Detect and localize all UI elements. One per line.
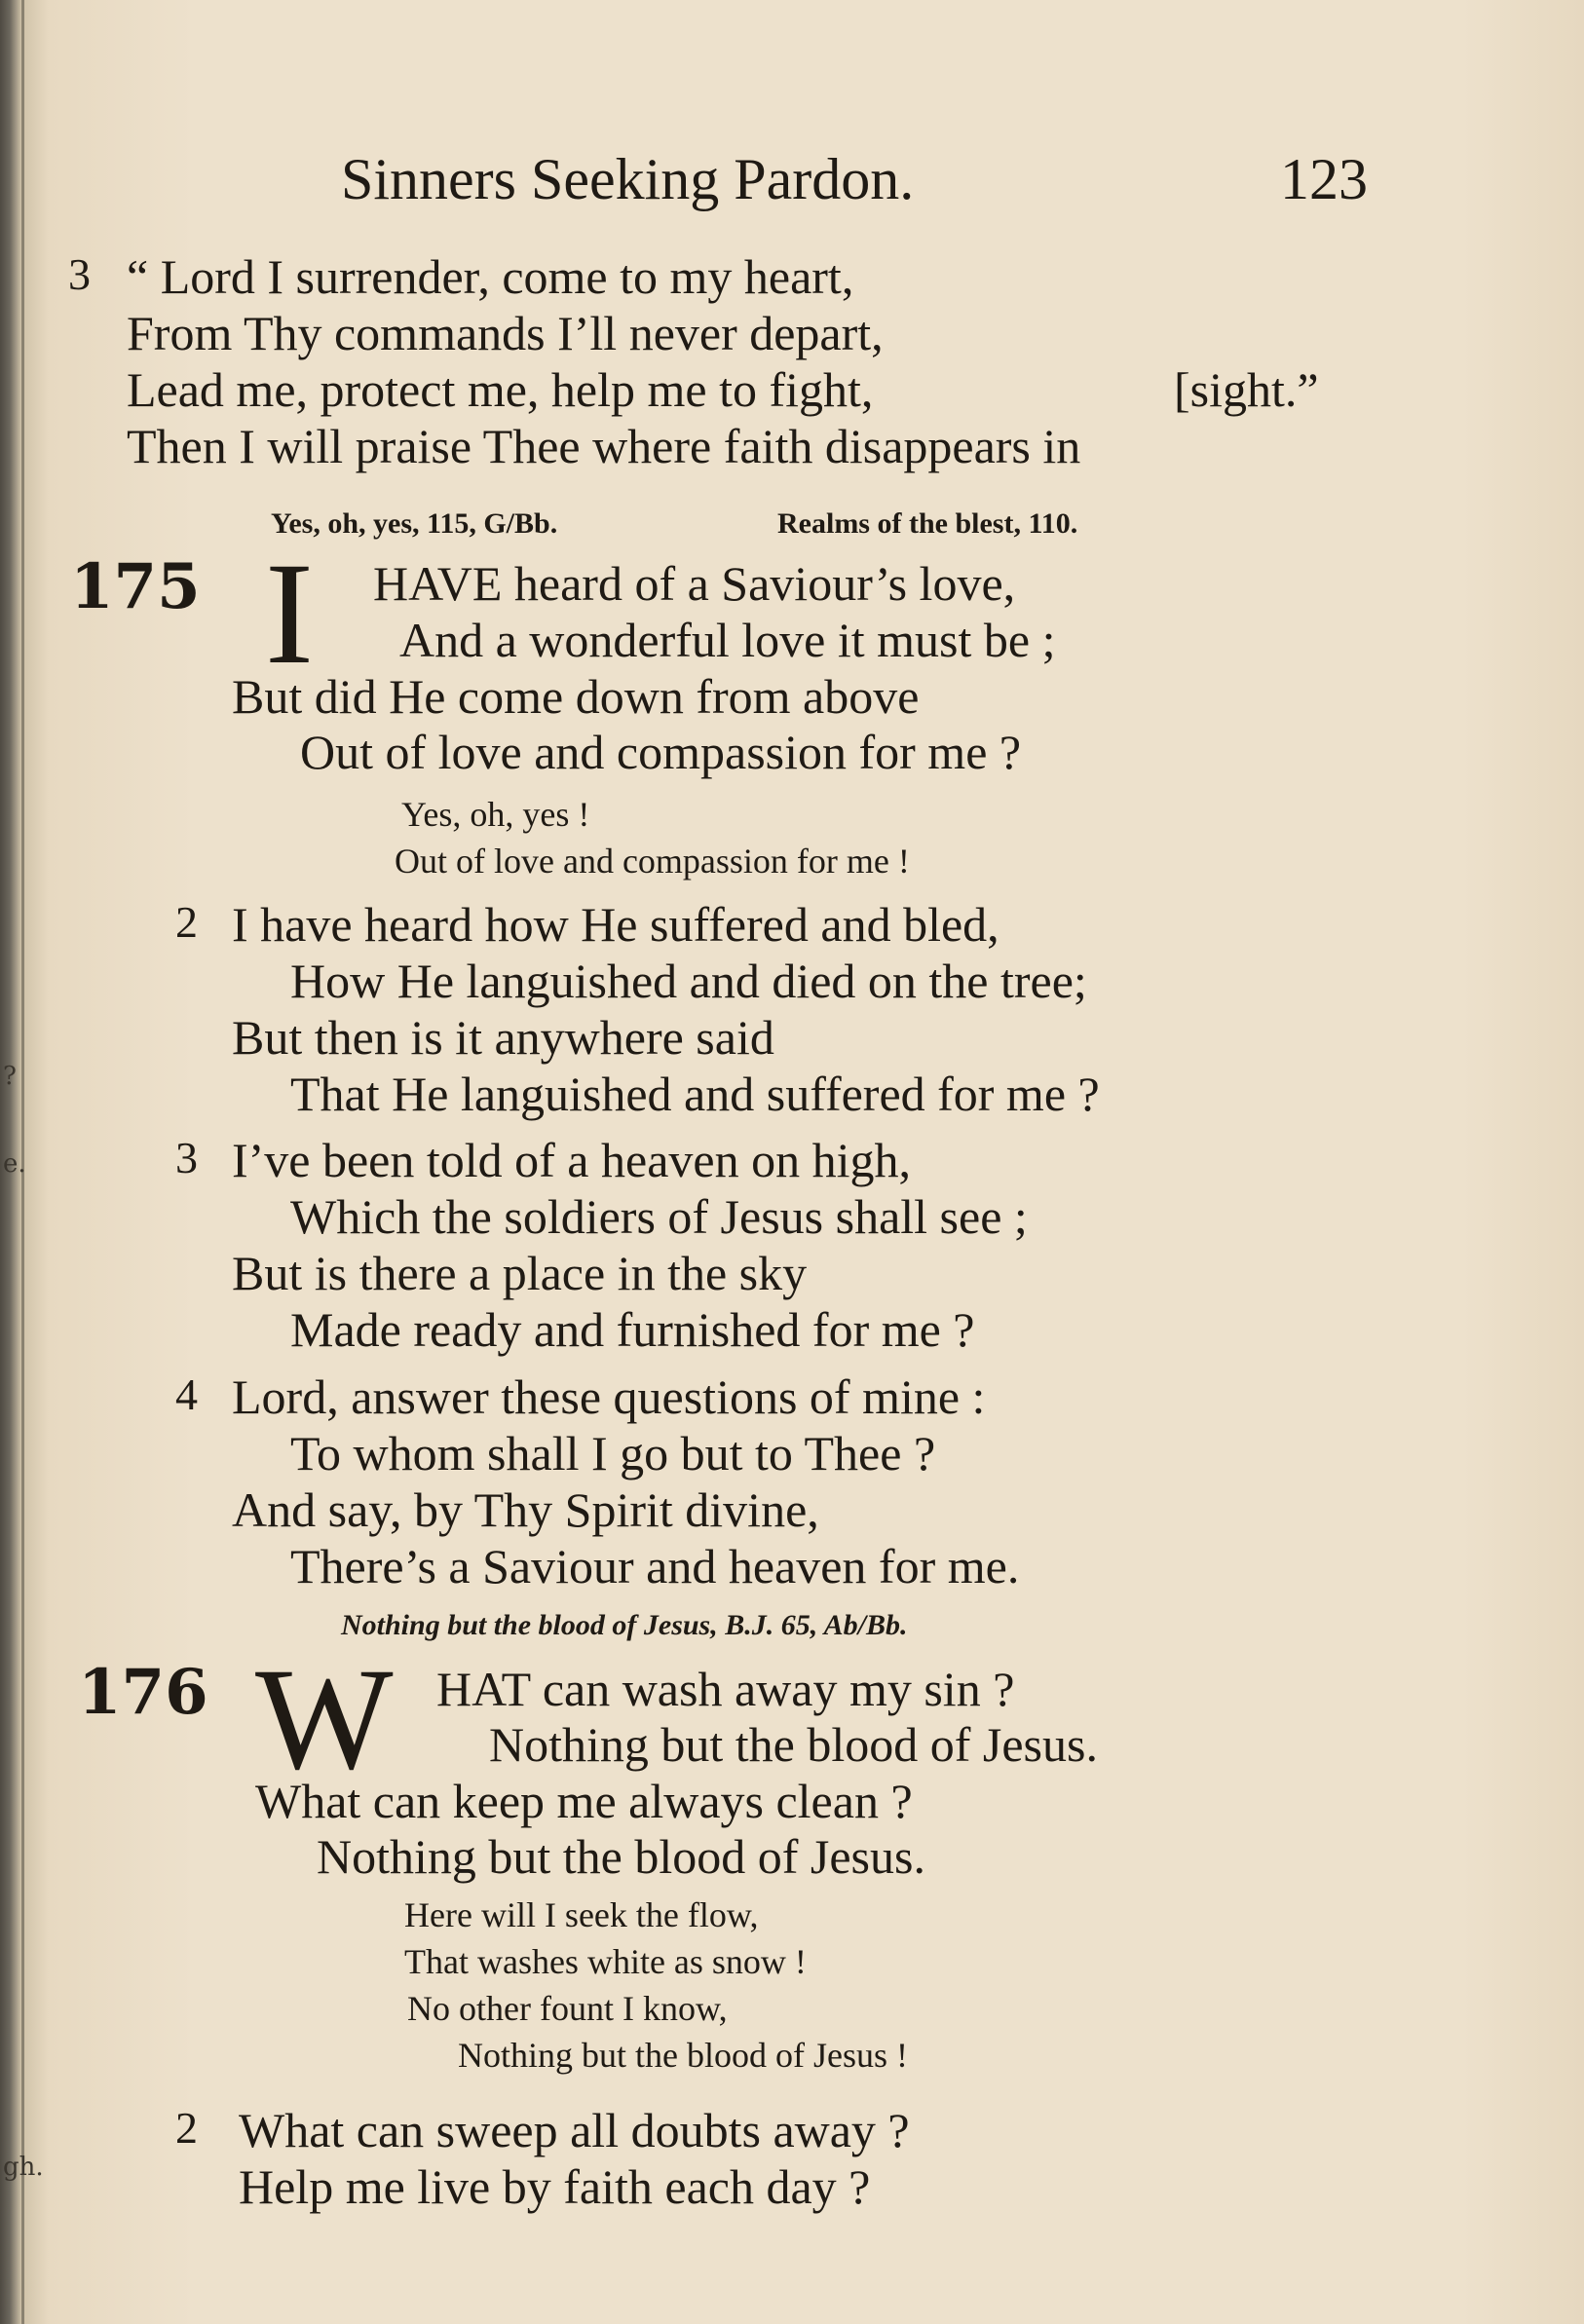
hymn-line: But is there a place in the sky [232, 1246, 808, 1300]
chorus-line: Nothing but the blood of Jesus ! [458, 2036, 908, 2075]
chorus-line: Yes, oh, yes ! [401, 795, 590, 834]
hymn-line: But did He come down from above [232, 669, 920, 724]
hymn-line: Out of love and compassion for me ? [300, 725, 1022, 779]
tune-reference: Nothing but the blood of Jesus, B.J. 65, Ab/Bb. [341, 1609, 908, 1641]
hymn-line: Which the soldiers of Jesus shall see ; [290, 1189, 1028, 1244]
drop-cap: I [265, 533, 314, 694]
hymn-line: And a wonderful love it must be ; [399, 613, 1056, 667]
drop-cap: W [255, 1638, 394, 1800]
hymn-line: Made ready and furnished for me ? [290, 1302, 975, 1357]
verse-line: “ Lord I surrender, come to my heart, [127, 249, 854, 304]
verse-number: 2 [175, 2103, 198, 2153]
chorus-line: Here will I seek the flow, [404, 1895, 759, 1934]
verse-line-overflow: [sight.” [1174, 362, 1319, 417]
hymn-line: Nothing but the blood of Jesus. [489, 1717, 1098, 1772]
verse-number: 3 [175, 1133, 198, 1182]
hymn-line: I have heard how He suffered and bled, [232, 897, 999, 952]
hymn-line: I’ve been told of a heaven on high, [232, 1133, 911, 1187]
chorus-line: That washes white as snow ! [404, 1942, 807, 1981]
hymn-line: How He languished and died on the tree; [290, 954, 1087, 1008]
hymn-line: Help me live by faith each day ? [239, 2159, 871, 2214]
verse-number: 3 [68, 249, 91, 299]
hymn-line: And say, by Thy Spirit divine, [232, 1482, 819, 1537]
hymn-line: HAT can wash away my sin ? [436, 1662, 1015, 1716]
hymn-line: To whom shall I go but to Thee ? [290, 1426, 936, 1481]
running-head: Sinners Seeking Pardon. [341, 147, 915, 211]
hymn-line: What can keep me always clean ? [255, 1774, 913, 1828]
edge-mark: e. [3, 1149, 26, 1179]
hymn-line: Nothing but the blood of Jesus. [317, 1829, 925, 1884]
tune-reference: Yes, oh, yes, 115, G/Bb. [271, 507, 558, 540]
hymn-line: Lord, answer these questions of mine : [232, 1369, 986, 1424]
verse-line: From Thy commands I’ll never depart, [127, 306, 884, 360]
hymn-line: That He languished and suffered for me ? [290, 1067, 1100, 1121]
hymn-line: There’s a Saviour and heaven for me. [290, 1539, 1020, 1593]
hymn-line: But then is it anywhere said [232, 1010, 774, 1065]
edge-mark: ? [3, 1062, 17, 1091]
hymn-line: What can sweep all doubts away ? [239, 2103, 910, 2157]
verse-line: Lead me, protect me, help me to fight, [127, 362, 874, 417]
hymn-number: 175 [70, 550, 201, 623]
tune-reference: Realms of the blest, 110. [777, 507, 1078, 540]
verse-number: 4 [175, 1369, 198, 1419]
hymn-line: HAVE heard of a Saviour’s love, [373, 556, 1016, 611]
chorus-line: Out of love and compassion for me ! [395, 842, 910, 881]
hymn-number: 176 [78, 1656, 208, 1729]
chorus-line: No other fount I know, [407, 1989, 728, 2028]
verse-line: Then I will praise Thee where faith disappears in [127, 419, 1081, 473]
verse-number: 2 [175, 897, 198, 947]
edge-mark: gh. [3, 2153, 44, 2182]
page-number: 123 [1280, 147, 1368, 211]
